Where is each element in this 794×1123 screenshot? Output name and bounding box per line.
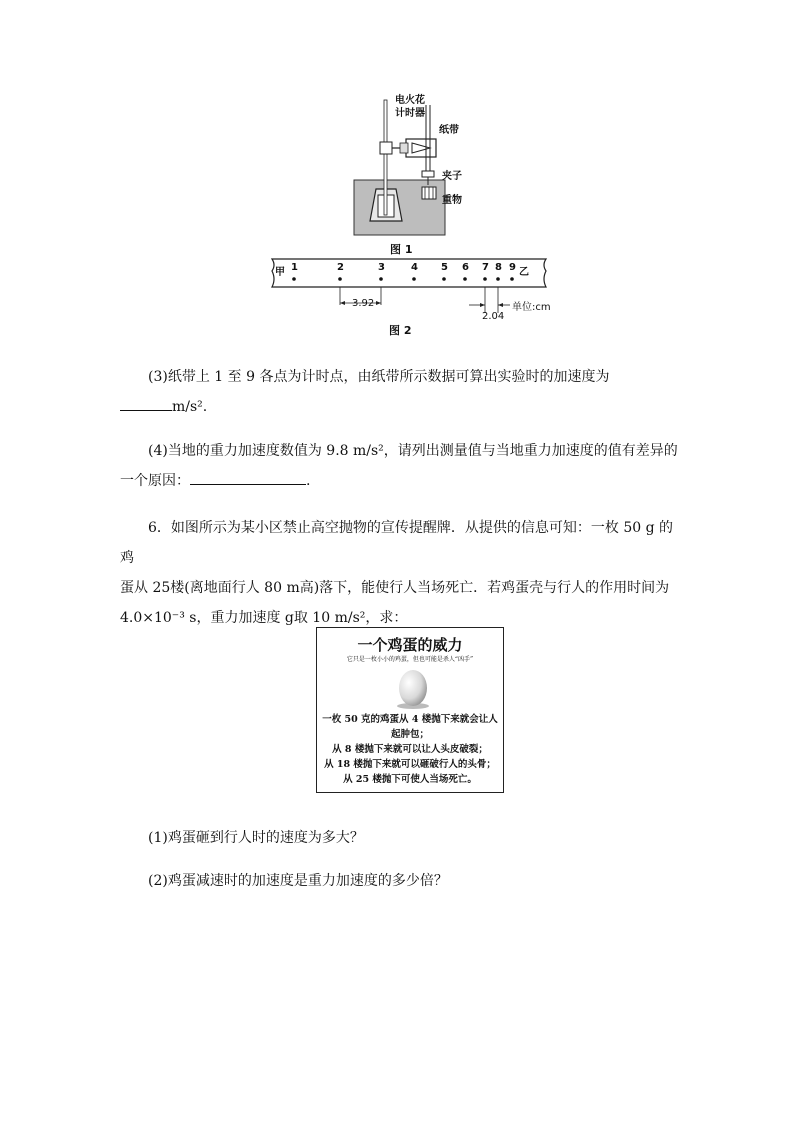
figure1-caption: 图 1 — [390, 243, 413, 256]
question-3-text: (3)纸带上 1 至 9 各点为计时点，由纸带所示数据可算出实验时的加速度为 — [148, 369, 610, 385]
dot-3 — [379, 277, 383, 281]
question-4-line2: 一个原因： — [120, 473, 190, 489]
question-3-unit: m/s². — [172, 399, 208, 415]
point-label-4: 4 — [411, 262, 418, 273]
egg-image — [393, 664, 433, 710]
poster-title: 一个鸡蛋的威力 — [357, 636, 463, 654]
dot-9 — [510, 277, 514, 281]
point-label-1: 1 — [291, 262, 298, 273]
label-timer: 电火花 计时器 — [395, 95, 425, 119]
dimension-2-04: 2.04 — [482, 311, 505, 322]
dot-1 — [292, 277, 296, 281]
point-label-7: 7 — [482, 262, 489, 273]
point-label-9: 9 — [509, 262, 516, 273]
point-label-8: 8 — [495, 262, 502, 273]
tape-right-end: 乙 — [519, 267, 529, 278]
poster-text — [321, 712, 499, 787]
tape-left-end: 甲 — [275, 267, 285, 278]
dot-7 — [483, 277, 487, 281]
sub-question-2: (2)鸡蛋减速时的加速度是重力加速度的多少倍？ — [148, 873, 448, 889]
stand-rod — [384, 100, 387, 215]
question-6-line1: 6．如图所示为某小区禁止高空抛物的宣传提醒牌．从提供的信息可知：一枚 50 g 的鸡 — [120, 520, 674, 566]
poster-line-2: 起肿包； — [390, 729, 429, 740]
dot-5 — [442, 277, 446, 281]
question-6 — [120, 513, 680, 633]
dot-6 — [463, 277, 467, 281]
label-weight: 重物 — [442, 195, 462, 206]
question-4-text: (4)当地的重力加速度数值为 9.8 m/s²，请列出测量值与当地重力加速度的值有差异的 — [148, 443, 678, 459]
point-label-2: 2 — [337, 262, 344, 273]
sub-question-1: (1)鸡蛋砸到行人时的速度为多大？ — [148, 830, 364, 846]
answer-blank-4[interactable] — [190, 468, 306, 485]
figure2-caption: 图 2 — [389, 324, 412, 337]
label-tape: 纸带 — [439, 125, 459, 136]
unit-label: 单位:cm — [512, 302, 551, 313]
poster-line-5: 从 25 楼抛下可使人当场死亡。 — [343, 774, 477, 785]
question-6-line2: 蛋从 25楼(离地面行人 80 m高)落下，能使行人当场死亡．若鸡蛋壳与行人的作用时间为 — [120, 580, 670, 596]
dimension-3-92: 3.92 — [352, 298, 375, 309]
dot-4 — [412, 277, 416, 281]
poster-line-3: 从 8 楼抛下来就可以让人头皮破裂； — [332, 744, 488, 755]
question-6-line3: 4.0×10⁻³ s，重力加速度 g取 10 m/s²，求： — [120, 610, 408, 626]
dot-8 — [496, 277, 500, 281]
question-3 — [120, 362, 680, 422]
poster-line-1: 一枚 50 克的鸡蛋从 4 楼抛下来就会让人 — [322, 714, 498, 725]
question-4 — [120, 436, 680, 496]
poster-line-4: 从 18 楼抛下来就可以砸破行人的头骨； — [324, 759, 496, 770]
point-label-3: 3 — [378, 262, 385, 273]
point-label-6: 6 — [462, 262, 469, 273]
label-clip: 夹子 — [442, 171, 462, 182]
point-label-5: 5 — [441, 262, 448, 273]
clip — [422, 171, 434, 177]
warning-poster — [316, 627, 504, 793]
poster-subtitle: 它只是一枚小小的鸡蛋，但也可能是杀人“凶手” — [346, 656, 474, 663]
dot-2 — [338, 277, 342, 281]
question-4-period: . — [306, 473, 311, 489]
answer-blank-3[interactable] — [120, 394, 172, 411]
